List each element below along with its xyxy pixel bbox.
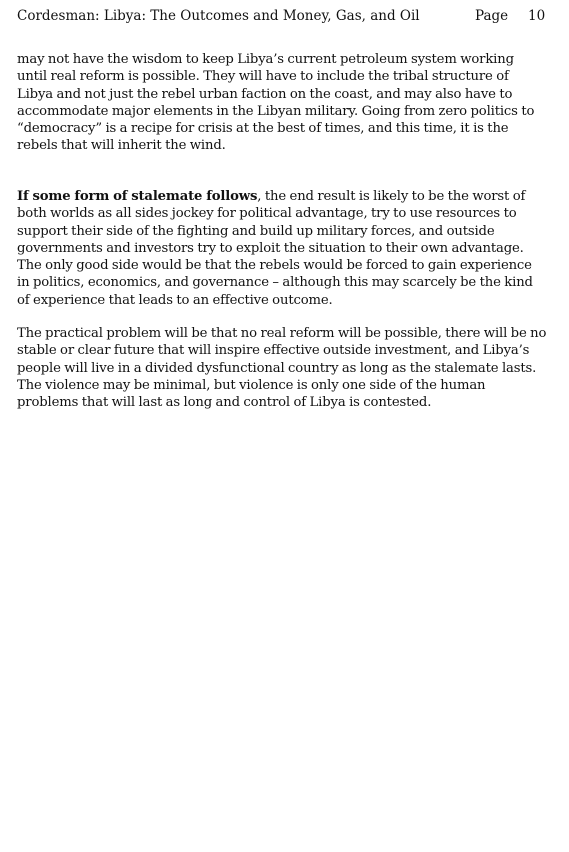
header-page-label: Page [475, 8, 509, 24]
paragraph-3 [17, 325, 547, 411]
paragraph-2-lead: If some form of stalemate follows [17, 189, 258, 204]
paragraph-3-text: The practical problem will be that no real reform will be possible, there will be no stable or clear future that will inspire effective outside investment, and Libya’s people will live in a divided dysfunctional country as long as the stalemate lasts. The violence may be minimal, but violence is only one side of the human problems that will last as long and control of Libya is contested. [17, 326, 547, 411]
header-title: Cordesman: Libya: The Outcomes and Money, Gas, and Oil [17, 8, 420, 24]
paragraph-2-body [17, 188, 547, 309]
header-page-number: 10 [528, 8, 546, 24]
page-header [17, 7, 547, 25]
paragraph-1 [17, 51, 547, 155]
paragraph-1-text: may not have the wisdom to keep Libya’s current petroleum system working until real reform is possible. They will have to include the tribal structure of Libya and not just the rebel urban faction on the coast, and may also have to accommodate major elements in the Libyan military. Going from zero politics to “democracy” is a recipe for crisis at the best of times, and this time, it is the rebels that will inherit the wind. [17, 52, 535, 154]
paragraph-2-text: , the end result is likely to be the worst of both worlds as all sides jockey for political advantage, try to use resources to support their side of the fighting and build up military forces, and outside governments and investors try to exploit the situation to their own advantage. The only good side would be that the rebels would be forced to gain experience in politics, economics, and governance – although this may scarcely be the kind of experience that leads to an effective outcome. [17, 189, 533, 308]
paragraph-2 [17, 188, 547, 309]
